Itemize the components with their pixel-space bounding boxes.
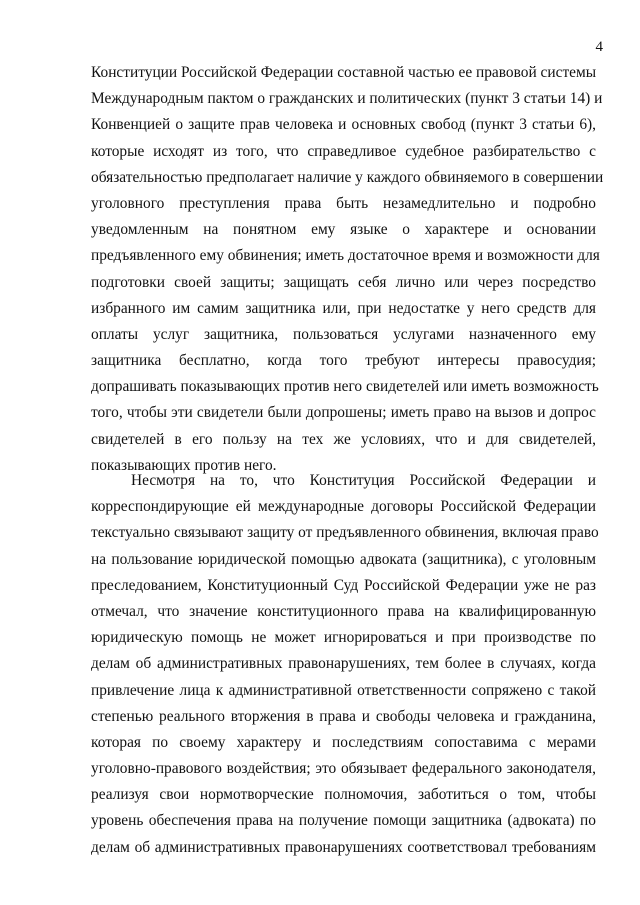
text-line: подготовки своей защиты; защищать себя лично или через посредство (91, 273, 596, 291)
text-line: текстуально связывают защиту от предъявленного обвинения, включая право (91, 524, 599, 542)
text-line: отмечал, что значение конституционного права на квалифицированную (91, 602, 596, 620)
text-line: корреспондирующие ей международные договоры Российской Федерации (91, 498, 596, 516)
paragraph-2 (91, 468, 599, 861)
paragraph-1 (91, 60, 604, 479)
text-line: делам об административных правонарушениях соответствовал требованиям (91, 838, 596, 856)
text-line: оплаты услуг защитника, пользоваться услугами назначенного ему (91, 325, 596, 343)
text-line: уголовного преступления права быть незамедлительно и подробно (91, 194, 596, 212)
text-line: защитника бесплатно, когда того требуют интересы правосудия; (91, 352, 596, 370)
text-line: уголовно-правового воздействия; это обязывает федерального законодателя, (91, 760, 596, 778)
text-line: степенью реального вторжения в права и свободы человека и гражданина, (91, 707, 596, 725)
text-line: свидетелей в его пользу на тех же условиях, что и для свидетелей, (91, 430, 596, 448)
text-line: допрашивать показывающих против него свидетелей или иметь возможность (91, 378, 599, 396)
text-line: преследованием, Конституционный Суд Российской Федерации уже не раз (91, 576, 596, 594)
page-number: 4 (595, 39, 603, 55)
text-line: обязательностью предполагает наличие у каждого обвиняемого в совершении (91, 168, 604, 186)
text-line: Конвенцией о защите прав человека и основных свобод (пункт 3 статьи 6), (91, 116, 596, 134)
text-line: предъявленного ему обвинения; иметь достаточное время и возможности для (91, 247, 600, 265)
text-line: которые исходят из того, что справедливое судебное разбирательство с (91, 142, 596, 160)
text-line: уровень обеспечения права на получение помощи защитника (адвоката) по (91, 812, 596, 830)
text-line: избранного им самим защитника или, при недостатке у него средств для (91, 299, 596, 317)
text-line: реализуя свои нормотворческие полномочия, заботиться о том, чтобы (91, 786, 596, 804)
text-line: Конституции Российской Федерации составной частью ее правовой системы (91, 64, 597, 81)
text-line: показывающих против него. (91, 456, 277, 474)
text-line: того, чтобы эти свидетели были допрошены; иметь право на вызов и допрос (91, 404, 596, 422)
text-line: Международным пактом о гражданских и политических (пункт 3 статьи 14) и (91, 90, 603, 108)
text-line: привлечение лица к административной ответственности сопряжено с такой (91, 681, 596, 699)
text-line: Несмотря на то, что Конституция Российской Федерации и (131, 472, 596, 489)
text-line: которая по своему характеру и последствиям сопоставима с мерами (91, 733, 596, 751)
text-line: юридическую помощь не может игнорироваться и при производстве по (91, 629, 596, 647)
text-line: уведомленным на понятном ему языке о характере и основании (91, 221, 596, 239)
text-line: на пользование юридической помощью адвоката (защитника), с уголовным (91, 550, 596, 568)
text-line: делам об административных правонарушениях, тем более в случаях, когда (91, 655, 596, 673)
